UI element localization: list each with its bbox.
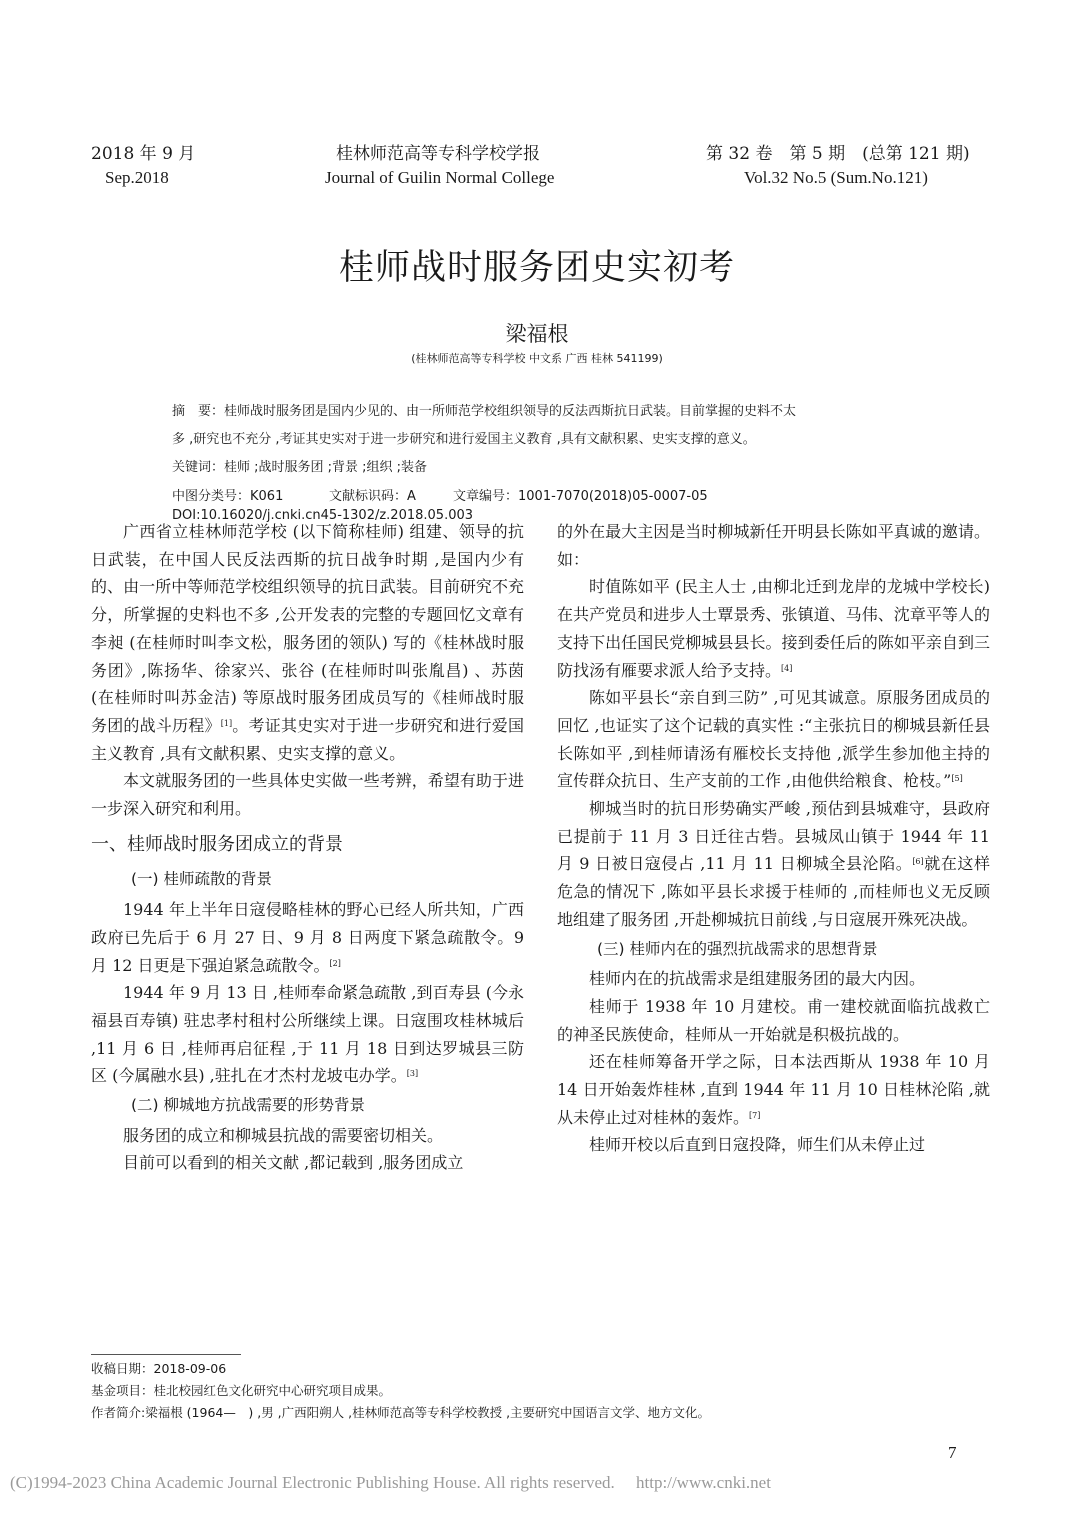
footnote-received: 收稿日期：2018-09-06 [91,1361,227,1376]
footnote-fund: 基金项目：桂北校园红色文化研究中心研究项目成果。 [91,1383,392,1398]
paragraph: 桂师内在的抗战需求是组建服务团的最大内因。 [589,969,926,989]
paragraph [91,518,524,767]
copyright-notice: (C)1994-2023 China Academic Journal Electronic Publishing House. All rights reserved. http://www.cnki.net [10,1473,771,1492]
paragraph: 目前可以看到的相关文献 ,都记载到 ,服务团成立 [123,1153,464,1173]
paragraph: 桂师于 1938 年 10 月建校。甫一建校就面临抗战救亡的神圣民族使命，桂师从一开始就是积极抗战的。 [557,996,990,1044]
citation: [7] [749,1110,761,1120]
paragraph-text: 。考证其史实对于进一步研究和进行爱国主义教育 ,具有文献积累、史实支撑的意义。 [91,715,524,763]
block-quote [557,573,990,684]
author-name: 梁福根 [505,322,569,346]
paragraph [557,1048,990,1131]
issue-date-en: Sep.2018 [105,168,169,187]
section-heading: 一、桂师战时服务团成立的背景 [91,833,343,855]
subsection-heading: (三) 桂师内在的强烈抗战需求的思想背景 [597,939,878,958]
subsection-heading: (一) 桂师疏散的背景 [131,870,273,889]
issue-date-cn: 2018 年 9 月 [91,144,196,164]
footnote-rule [91,1354,241,1355]
paragraph [91,896,524,979]
paragraph: 服务团的成立和柳城县抗战的需要密切相关。 [123,1125,444,1145]
document-code: 文献标识码：A [329,489,416,504]
paragraph: 的外在最大主因是当时柳城新任开明县长陈如平真诚的邀请。如： [557,522,990,569]
paragraph [91,979,524,1090]
article-number: 文章编号：1001-7070(2018)05-0007-05 [453,489,708,504]
citation: [5] [951,774,963,784]
journal-name-en: Journal of Guilin Normal College [325,168,555,187]
paragraph [557,795,990,934]
classification-number: 中图分类号：K061 [172,489,284,504]
journal-name-cn: 桂林师范高等专科学校学报 [336,144,540,164]
citation: [2] [329,958,341,968]
volume-info-cn: 第 32 卷 第 5 期 (总第 121 期) [706,144,970,164]
paragraph-text: 广西省立桂林师范学校 (以下简称桂师) 组建、领导的抗日武装，在中国人民反法西斯的抗日战争时期 ,是国内少有的、由一所中等师范学校组织领导的抗日武装。目前研究不充分，所掌握的史料也不多 ,公开发表的完整的专题回忆文章有李昶 (在桂师时叫李文松，服务团的领队) 写的《桂林战时服务团》,陈扬华、徐家兴、张谷 (在桂师时叫张胤昌) 、苏茵 (在桂师时叫苏金洁) 等原战时服务团成员写的《桂师战时服务团的战斗历程》 [91,522,524,735]
abstract-line-1: 摘 要：桂师战时服务团是国内少见的、由一所师范学校组织领导的反法西斯抗日武装。目前掌握的史料不太 [172,404,797,419]
footnote-author-bio: 作者简介:梁福根 (1964— ) ,男 ,广西阳朔人 ,桂林师范高等专科学校教授 ,主要研究中国语言文学、地方文化。 [91,1405,711,1420]
citation: [1] [220,718,233,728]
paragraph: 桂师开校以后直到日寇投降，师生们从未停止过 [589,1135,926,1155]
article-title: 桂师战时服务团史实初考 [338,248,735,288]
paragraph-text: 1944 年 9 月 13 日 ,桂师奉命紧急疏散 ,到百寿县 (今永福县百寿镇) 驻忠孝村租村公所继续上课。日寇围攻桂林城后 ,11 月 6 日 ,桂师再启征程 ,于 11 月 18 日到达罗城县三防区 (今属融水县) ,驻扎在才杰村龙坡屯办学。 [91,983,524,1086]
paragraph-text: 还在桂师筹备开学之际，日本法西斯从 1938 年 10 月 14 日开始轰炸桂林 ,直到 1944 年 11 月 10 日桂林沦陷 ,就从未停止过对桂林的轰炸。 [557,1052,990,1127]
body-right-column [557,518,990,1159]
paragraph-text: 就在这样危急的情况下 ,陈如平县长求援于桂师的 ,而桂师也义无反顾地组建了服务团 ,开赴柳城抗日前线 ,与日寇展开殊死决战。 [557,854,990,929]
author-affiliation: (桂林师范高等专科学校 中文系 广西 桂林 541199) [411,352,663,365]
keywords: 关键词：桂师 ;战时服务团 ;背景 ;组织 ;装备 [172,460,428,475]
abstract-line-2: 多 ,研究也不充分 ,考证其史实对于进一步研究和进行爱国主义教育 ,具有文献积累、史实支撑的意义。 [172,432,756,447]
paragraph-text: 陈如平县长“亲自到三防” ,可见其诚意。原服务团成员的回忆 ,也证实了这个记载的真实性 :“主张抗日的柳城县新任县长陈如平 ,到桂师请汤有雁校长支持他 ,派学生参加他主持的宣传群众抗日、生产支前的工作 ,由他供给粮食、枪枝。” [557,688,990,791]
paragraph-text: 柳城当时的抗日形势确实严峻 ,预估到县城难守，县政府已提前于 11 月 3 日迁往古砦。县城凤山镇于 1944 年 11 月 9 日被日寇侵占 ,11 月 11 日柳城全县沦陷。 [557,799,990,874]
subsection-heading: (二) 柳城地方抗战需要的形势背景 [131,1096,366,1115]
volume-info-en: Vol.32 No.5 (Sum.No.121) [744,168,928,187]
body-left-column [91,518,524,1177]
quote-text: 时值陈如平 (民主人士 ,由柳北迁到龙岸的龙城中学校长) 在共产党员和进步人士覃景秀、张镇道、马伟、沈章平等人的支持下出任国民党柳城县县长。接到委任后的陈如平亲自到三防找汤有雁要求派人给予支持。 [557,577,990,680]
citation: [6] [912,857,924,867]
page-number: 7 [948,1443,957,1462]
paragraph [557,684,990,795]
citation: [4] [781,663,793,673]
paragraph: 本文就服务团的一些具体史实做一些考辨，希望有助于进一步深入研究和利用。 [91,771,524,819]
doi: DOI:10.16020/j.cnki.cn45-1302/z.2018.05.003 [172,508,474,523]
citation: [3] [406,1069,419,1079]
paragraph-text: 1944 年上半年日寇侵略桂林的野心已经人所共知，广西政府已先后于 6 月 27 日、9 月 8 日两度下紧急疏散令。9 月 12 日更是下强迫紧急疏散令。 [91,900,524,975]
